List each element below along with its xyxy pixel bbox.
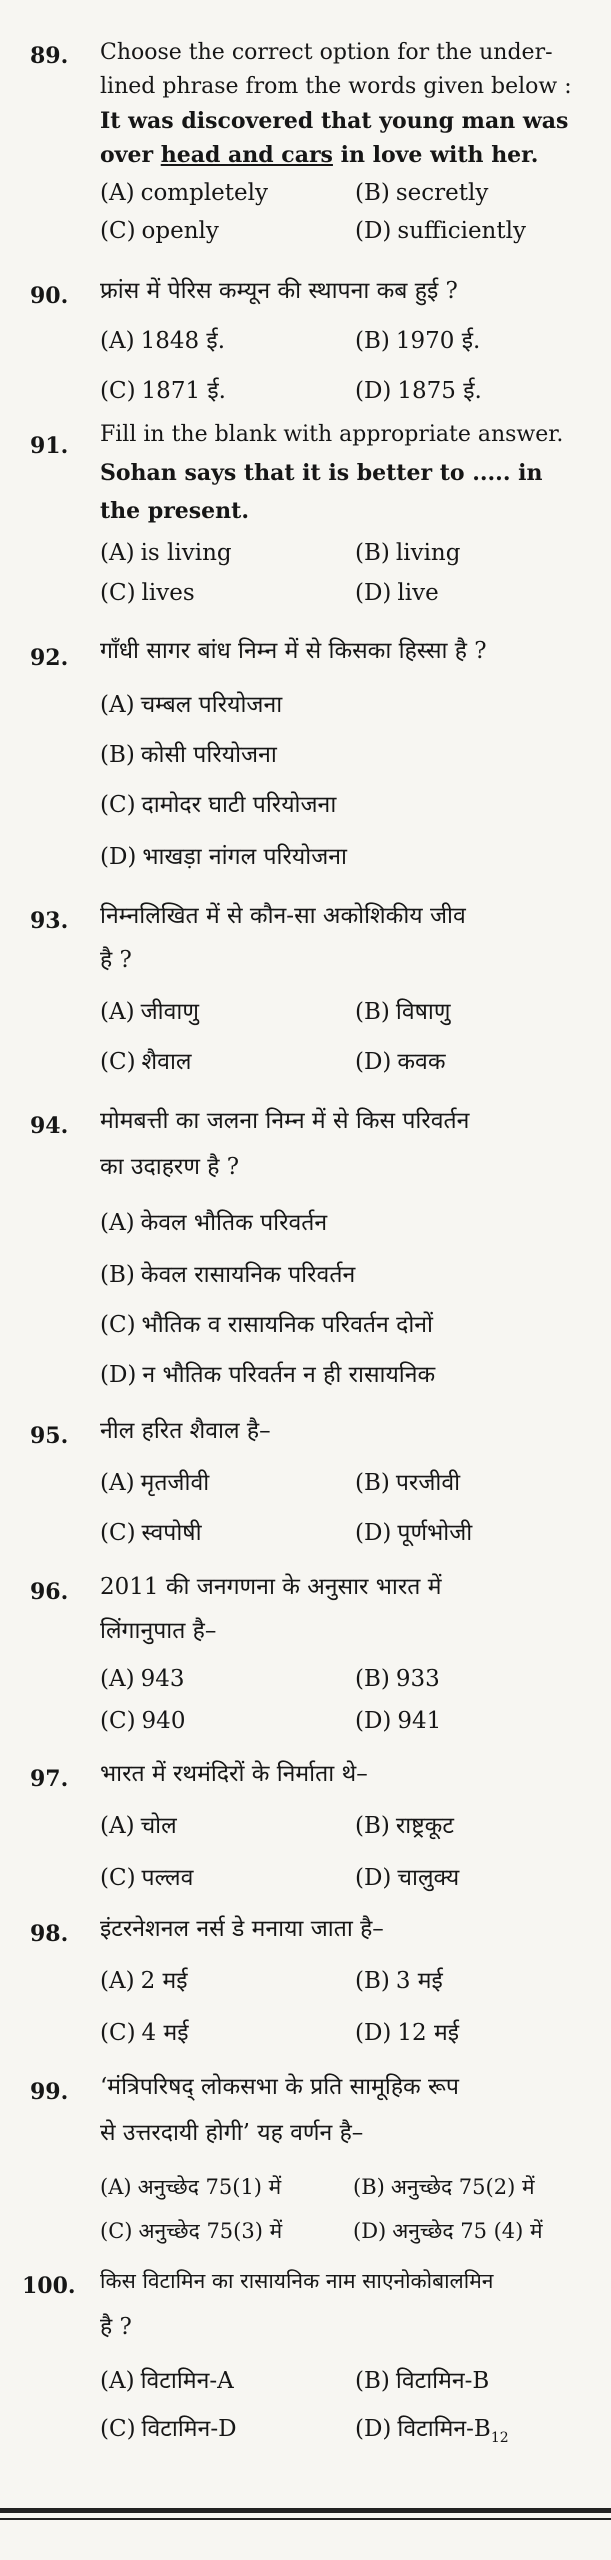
option-c[interactable]: (C) lives: [100, 580, 195, 606]
question-stem: है ?: [100, 2314, 132, 2340]
question-number: 90.: [30, 283, 69, 309]
option-a[interactable]: (A) is living: [100, 540, 232, 566]
question-stem: का उदाहरण है ?: [100, 1154, 240, 1180]
option-c[interactable]: (C) 940: [100, 1708, 186, 1734]
option-d[interactable]: (D) live: [355, 580, 439, 606]
option-a[interactable]: (A) चोल: [100, 1813, 177, 1839]
question-sentence: Sohan says that it is better to ..... in: [100, 460, 543, 486]
option-b[interactable]: (B) राष्ट्रकूट: [355, 1813, 454, 1839]
option-c[interactable]: (C) विटामिन-D: [100, 2416, 237, 2442]
option-c[interactable]: (C) दामोदर घाटी परियोजना: [100, 792, 337, 818]
question-stem: भारत में रथमंदिरों के निर्माता थे–: [100, 1761, 368, 1787]
option-d[interactable]: (D) भाखड़ा नांगल परियोजना: [100, 844, 347, 870]
option-a[interactable]: (A) अनुच्छेद 75(1) में: [100, 2175, 282, 2199]
question-number: 99.: [30, 2079, 69, 2105]
question-number: 94.: [30, 1113, 69, 1139]
option-a[interactable]: (A) 1848 ई.: [100, 328, 226, 354]
bottom-rule-thin: [0, 2518, 611, 2520]
option-b[interactable]: (B) अनुच्छेद 75(2) में: [353, 2175, 535, 2199]
option-a[interactable]: (A) विटामिन-A: [100, 2368, 234, 2394]
option-a[interactable]: (A) 943: [100, 1666, 185, 1692]
option-c[interactable]: (C) शैवाल: [100, 1049, 192, 1075]
question-number: 96.: [30, 1579, 69, 1605]
option-d[interactable]: (D) अनुच्छेद 75 (4) में: [353, 2219, 543, 2243]
option-b[interactable]: (B) secretly: [355, 180, 489, 206]
option-d[interactable]: (D) पूर्णभोजी: [355, 1520, 473, 1546]
option-c[interactable]: (C) पल्लव: [100, 1865, 194, 1891]
option-c[interactable]: (C) भौतिक व रासायनिक परिवर्तन दोनों: [100, 1312, 434, 1338]
option-d[interactable]: (D) sufficiently: [355, 218, 526, 244]
option-c[interactable]: (C) 1871 ई.: [100, 378, 226, 404]
question-number: 92.: [30, 645, 69, 671]
option-b[interactable]: (B) 3 मई: [355, 1968, 443, 1994]
subscript: 12: [490, 2430, 509, 2446]
option-a[interactable]: (A) जीवाणु: [100, 999, 199, 1025]
option-b[interactable]: (B) विटामिन-B: [355, 2368, 490, 2394]
question-stem: है ?: [100, 947, 132, 973]
option-c[interactable]: (C) अनुच्छेद 75(3) में: [100, 2219, 283, 2243]
option-b[interactable]: (B) living: [355, 540, 461, 566]
question-stem: किस विटामिन का रासायनिक नाम साएनोकोबालमिन: [100, 2269, 494, 2293]
question-number: 91.: [30, 433, 69, 459]
question-number: 100.: [22, 2273, 76, 2299]
question-number: 98.: [30, 1921, 69, 1947]
bottom-rule-thick: [0, 2508, 611, 2513]
option-b[interactable]: (B) परजीवी: [355, 1470, 461, 1496]
option-c[interactable]: (C) openly: [100, 218, 219, 244]
option-d[interactable]: (D) चालुक्य: [355, 1865, 460, 1891]
question-sentence: over head and cars in love with her.: [100, 142, 539, 168]
option-d[interactable]: (D) 1875 ई.: [355, 378, 482, 404]
question-sentence: It was discovered that young man was: [100, 108, 569, 134]
question-number: 89.: [30, 43, 69, 69]
question-number: 97.: [30, 1766, 69, 1792]
question-stem: फ्रांस में पेरिस कम्यून की स्थापना कब हुई ?: [100, 278, 458, 304]
question-stem: Fill in the blank with appropriate answer.: [100, 422, 564, 447]
underlined-phrase: head and cars: [160, 142, 333, 168]
question-stem: lined phrase from the words given below :: [100, 74, 572, 99]
option-b[interactable]: (B) 933: [355, 1666, 440, 1692]
option-b[interactable]: (B) केवल रासायनिक परिवर्तन: [100, 1262, 356, 1288]
question-number: 93.: [30, 908, 69, 934]
question-stem: गाँधी सागर बांध निम्न में से किसका हिस्सा है ?: [100, 638, 487, 664]
option-d[interactable]: (D) 12 मई: [355, 2020, 460, 2046]
question-sentence: the present.: [100, 498, 249, 524]
question-stem: इंटरनेशनल नर्स डे मनाया जाता है–: [100, 1916, 384, 1942]
option-b[interactable]: (B) 1970 ई.: [355, 328, 481, 354]
option-c[interactable]: (C) स्वपोषी: [100, 1520, 202, 1546]
option-c[interactable]: (C) 4 मई: [100, 2020, 189, 2046]
question-stem: मोमबत्ती का जलना निम्न में से किस परिवर्तन: [100, 1108, 470, 1134]
question-stem: लिंगानुपात है–: [100, 1618, 217, 1644]
question-stem: नील हरित शैवाल है–: [100, 1418, 271, 1444]
option-a[interactable]: (A) मृतजीवी: [100, 1470, 210, 1496]
question-stem: Choose the correct option for the under-: [100, 40, 553, 65]
question-stem: 2011 की जनगणना के अनुसार भारत में: [100, 1574, 442, 1600]
option-a[interactable]: (A) केवल भौतिक परिवर्तन: [100, 1210, 328, 1236]
question-stem: से उत्तरदायी होगी’ यह वर्णन है–: [100, 2120, 364, 2146]
option-a[interactable]: (A) 2 मई: [100, 1968, 188, 1994]
option-d[interactable]: (D) न भौतिक परिवर्तन न ही रासायनिक: [100, 1362, 436, 1388]
option-a[interactable]: (A) completely: [100, 180, 268, 206]
question-stem: ‘मंत्रिपरिषद् लोकसभा के प्रति सामूहिक रूप: [100, 2074, 459, 2100]
option-d[interactable]: (D) कवक: [355, 1049, 446, 1075]
question-stem: निम्नलिखित में से कौन-सा अकोशिकीय जीव: [100, 903, 466, 929]
option-d[interactable]: (D) 941: [355, 1708, 442, 1734]
option-b[interactable]: (B) विषाणु: [355, 999, 451, 1025]
option-b[interactable]: (B) कोसी परियोजना: [100, 742, 277, 768]
option-d[interactable]: (D) $विटामिन-B_{12}$: [355, 2416, 509, 2446]
question-number: 95.: [30, 1423, 69, 1449]
option-a[interactable]: (A) चम्बल परियोजना: [100, 692, 283, 718]
